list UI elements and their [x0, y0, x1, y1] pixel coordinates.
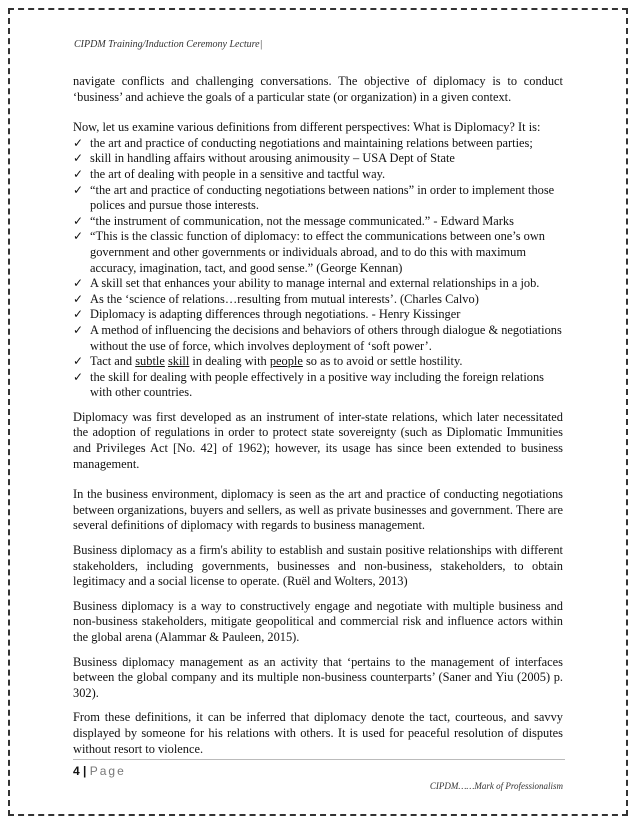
paragraph-business-environment: In the business environment, diplomacy is seen as the art and practice of conducting negotiations between organizations, buyers and sellers, as well as private businesses and government. There are several definitions of diplomacy with regards to business management. [73, 487, 563, 533]
hyperlink-skill[interactable]: skill [167, 354, 190, 369]
list-item: ✓ the art of dealing with people in a sensitive and tactful way. [73, 166, 386, 181]
list-item: ✓ Diplomacy is adapting differences through negotiations. - Henry Kissinger [73, 307, 461, 322]
list-item: ✓ “This is the classic function of diplomacy: to effect the communications between one’s own government and other governments or individuals abroad, and to do this with maximum accuracy, imagination, tact, and good sense.” (George Kennan) [73, 229, 546, 275]
list-item: ✓ A method of influencing the decisions and behaviors of others through dialogue & negotiations without the use of force, which involves deployment of ‘soft power’. [73, 322, 562, 353]
list-item: ✓ the art and practice of conducting negotiations and maintaining relations between parties; [73, 135, 533, 150]
page-number: 4 | Page [73, 764, 126, 778]
checkmark-icon: ✓ [73, 291, 84, 306]
list-item: ✓ “the art and practice of conducting negotiations between nations” in order to implement those polices and pursue those interests. [73, 182, 555, 213]
checkmark-icon: ✓ [73, 182, 84, 197]
paragraph-definition-alammar: Business diplomacy is a way to constructively engage and negotiate with multiple business and non-business stakeholders, mitigate geopolitical and commercial risk and influence actors within the global arena (Alammar & Pauleen, 2015). [73, 598, 563, 644]
checkmark-icon: ✓ [73, 369, 84, 384]
page-header: CIPDM Training/Induction Ceremony Lecture| [74, 39, 263, 50]
hyperlink-subtle[interactable]: subtle [135, 354, 165, 369]
list-item: ✓ A skill set that enhances your ability to manage internal and external relationships in a job. [73, 276, 540, 291]
checkmark-icon: ✓ [73, 276, 84, 291]
list-item: ✓ As the ‘science of relations…resulting from mutual interests’. (Charles Calvo) [73, 291, 479, 306]
checkmark-icon: ✓ [73, 307, 84, 322]
checkmark-icon: ✓ [73, 151, 84, 166]
paragraph-definition-saner: Business diplomacy management as an activity that ‘pertains to the management of interfaces between the global company and its multiple non-business counterparts’ (Saner and Yiu (2005) p. 302). [73, 654, 563, 700]
checkmark-icon: ✓ [73, 229, 84, 244]
list-item: ✓ “the instrument of communication, not the message communicated.” - Edward Marks [73, 213, 514, 228]
checkmark-icon: ✓ [73, 135, 84, 150]
document-body [73, 74, 563, 757]
checkmark-icon: ✓ [73, 354, 84, 369]
intro-paragraph: navigate conflicts and challenging conversations. The objective of diplomacy is to conduct ‘business’ and achieve the goals of a particular state (or organization) in a given context. [73, 74, 563, 104]
list-item: ✓ Tact and subtle skill in dealing with people so as to avoid or settle hostility. [73, 354, 463, 369]
checkmark-icon: ✓ [73, 322, 84, 337]
checkmark-icon: ✓ [73, 166, 84, 181]
footer-divider [73, 759, 565, 760]
definitions-list [73, 136, 563, 401]
paragraph-history: Diplomacy was first developed as an instrument of inter-state relations, which later necessitated the adoption of regulations in order to protect state sovereignty (such as Diplomatic Immunities and Privileges Act [No. 42] of 1962); however, its usage has since been extended to business management. [73, 409, 563, 471]
hyperlink-people[interactable]: people [269, 354, 303, 369]
list-item: ✓ the skill for dealing with people effectively in a positive way including the foreign relations with other countries. [73, 369, 544, 400]
checkmark-icon: ✓ [73, 213, 84, 228]
paragraph-definition-ruel: Business diplomacy as a firm's ability to establish and sustain positive relationships with different stakeholders, including governments, businesses and non-business, stakeholders, to obtain legitimacy and a social license to operate. (Ruël and Wolters, 2013) [73, 543, 563, 589]
footer-tagline: CIPDM……Mark of Professionalism [429, 781, 563, 791]
definitions-lead: Now, let us examine various definitions from different perspectives: What is Diplomacy? It is: [73, 120, 541, 135]
list-item: ✓ skill in handling affairs without arousing animousity – USA Dept of State [73, 151, 455, 166]
paragraph-conclusion: From these definitions, it can be inferred that diplomacy denote the tact, courteous, and savvy displayed by someone for his relations with others. It is used for peaceful resolution of disputes without resort to violence. [73, 710, 563, 756]
